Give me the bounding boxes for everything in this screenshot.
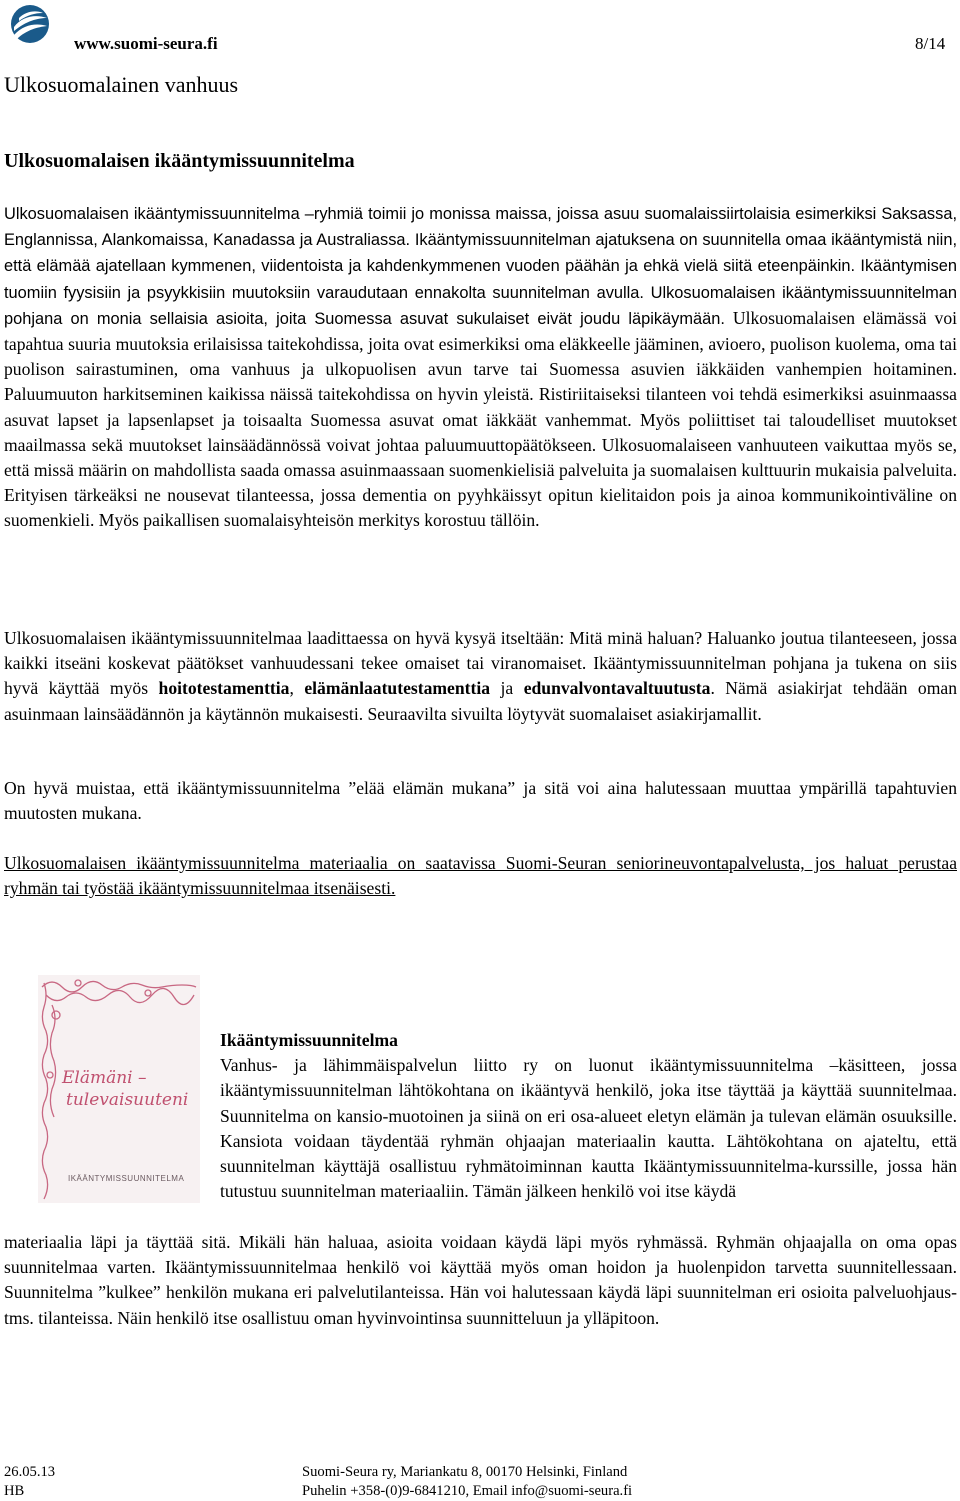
section-heading: Ikääntymissuunnitelma (220, 1030, 398, 1050)
planning-text-3: ja (490, 678, 524, 699)
footer-address: Suomi-Seura ry, Mariankatu 8, 00170 Helsinki, Finland (302, 1464, 628, 1480)
footer-date: 26.05.13 (4, 1464, 56, 1480)
footer-initials: HB (4, 1483, 25, 1499)
website-url[interactable]: www.suomi-seura.fi (74, 34, 218, 53)
elamanlaatutestamentti-term: elämänlaatutestamenttia (304, 678, 491, 699)
planning-text-4: . Nämä asiakirjat tehdään oman asuinmaan lainsäädännön ja käytännön mukaisesti. Seuraavilta sivuilta löytyvät suomalaiset asiakirjamallit. (4, 678, 957, 724)
page-title: Ulkosuomalainen vanhuus (4, 72, 239, 97)
material-availability-paragraph: Ulkosuomalaisen ikääntymissuunnitelma materiaalia on saatavissa Suomi-Seuran seniorineuvontapalvelusta, jos haluat perustaa ryhmän tai työstää ikääntymissuunnitelmaa itsenäisesti. (4, 853, 957, 899)
edunvalvontavaltuutus-term: edunvalvontavaltuutusta (523, 678, 711, 699)
intro-paragraph-sans: Ulkosuomalaisen ikääntymissuunnitelma –ryhmiä toimii jo monissa maissa, joissa asuu suomalaissiirtolaisia esimerkiksi Saksassa, Englannissa, Alankomaissa, Kanadassa ja Australiassa. Ikääntymissuunnitelman ajatuksena on suunnitella omaa ikääntymistä niin, että elämää ajatellaan kymmenen, viidentoista ja kahdenkymmenen vuoden päähän ja ehkä vielä siitä eteenpäinkin. Ikääntymisen tuomiin fyysisiin ja psyykkisiin muutoksiin varaudutaan ennakolta suunnitelman avulla. Ulkosuomalaisen ikääntymissuunnitelman pohjana on monia sellaisia asioita, joita Suomessa asuvat sukulaiset eivät joudu läpikäymään. (4, 205, 957, 328)
intro-paragraph-serif: Ulkosuomalaisen elämässä voi tapahtua suuria muutoksia erilaisissa taitekohdissa, joita ovat esimerkiksi oma eläkkeelle jääminen, avioero, puolison kuolema, oma tai puolison sairastuminen, oma vanhuus ja ulkopuolisen avun tarve tai Suomessa asuvien iäkkäiden vanhempien hoitaminen. Paluumuuton harkitseminen kaikissa näissä taitekohdissa on hyvin yleistä. Ristiriitaiseksi tilanteen voi tehdä esimerkiksi asuinmaassa asuvat lapset ja lapsenlapset ja toisaalta Suomessa asuvat omat iäkkäät vanhemmat. Myös poliittiset tai taloudelliset muutokset maailmassa sekä muutokset lainsäädännössä voivat johtaa paluumuuttopäätökseen. Ulkosuomalaiseen vanhuuteen vaikuttaa myös se, että missä määrin on mahdollista saada omassa asuinmaassaan suomenkielisiä palveluita ja suomalaisen kulttuurin mukaisia palveluita. Erityisen tärkeäksi ne nousevat tilanteessa, jossa dementia on pyyhkäissyt opitun kielitaidon pois ja ainoa kommunikointiväline on suomenkieli. Myös paikallisen suomalaisyhteisön merkitys korostuu tällöin. (4, 307, 958, 531)
ikaantymissuunnitelma-section (220, 1028, 957, 1204)
book-caption: IKÄÄNTYMISSUUNNITELMA (68, 1174, 185, 1183)
planning-text-2: , (289, 678, 305, 699)
planning-text-1: Ulkosuomalaisen ikääntymissuunnitelmaa laadittaessa on hyvä kysyä itseltään: Mitä minä haluan? Haluanko joutua tilanteeseen, jossa kaikki itseäni koskevat päätökset vanhuudessani tekee omaiset tai viranomaiset. Ikääntymissuunnitelman pohjana ja tukena on siis hyvä käyttää myös (4, 628, 957, 699)
section-wrap-text: Vanhus- ja lähimmäispalvelun liitto ry on luonut ikääntymissuunnitelma –käsitteen, jossa ikääntymissuunnitelman lähtökohtana on ikääntyvä henkilö, joka itse täyttää ja käyttää suunnitelmaa. Suunnitelma on kansio-muotoinen ja siinä on eri osa-alueet eletyn elämän ja tulevan elämän osuuksille. Kansiota voidaan täydentää ryhmän ohjaajan materiaalin kautta. Lähtökohtana on ajateltu, että suunnitelman käyttäjä osallistuu ryhmätoiminnan kautta Ikääntymissuunnitelma-kurssille, jossa hän tutustuu suunnitelman materiaaliin. Tämän jälkeen henkilö voi itse käydä (220, 1055, 957, 1202)
book-title-line2: tulevaisuuteni (66, 1090, 189, 1110)
book-cover-image (38, 975, 200, 1203)
footer-contact: Puhelin +358-(0)9-6841210, Email info@suomi-seura.fi (302, 1483, 633, 1499)
hoitotestamentti-term: hoitotestamenttia (158, 678, 290, 699)
page-number: 8/14 (915, 34, 946, 53)
section-continued-text: materiaalia läpi ja täyttää sitä. Mikäli hän haluaa, asioita voidaan käydä läpi myös ryhmässä. Ryhmän ohjaajalla on oma opas suunnitelmaa varten. Ikääntymissuunnitelmaa henkilö voi käyttää myös oman hoidon ja huolenpidon tarvetta suunnitellessaan. Suunnitelma ”kulkee” henkilön mukana eri palvelutilanteissa. Hän voi halutessaan käydä läpi suunnitelman eri osioita palveluohjaus- tms. tilanteissa. Näin henkilö itse osallistuu oman hyvinvointinsa suunnitteluun ja ylläpitoon. (4, 1232, 957, 1328)
footer-left (4, 1463, 55, 1501)
reminder-paragraph: On hyvä muistaa, että ikääntymissuunnitelma ”elää elämän mukana” ja sitä voi aina halutessaan muuttaa ympärillä tapahtuvien muutosten mukana. (4, 778, 957, 824)
section-title: Ulkosuomalaisen ikääntymissuunnitelma (4, 150, 355, 172)
footer-right (302, 1463, 632, 1501)
intro-paragraph (4, 201, 957, 534)
book-title-line1: Elämäni – (62, 1068, 147, 1088)
suomi-seura-logo (10, 4, 50, 44)
planning-paragraph (4, 626, 957, 727)
